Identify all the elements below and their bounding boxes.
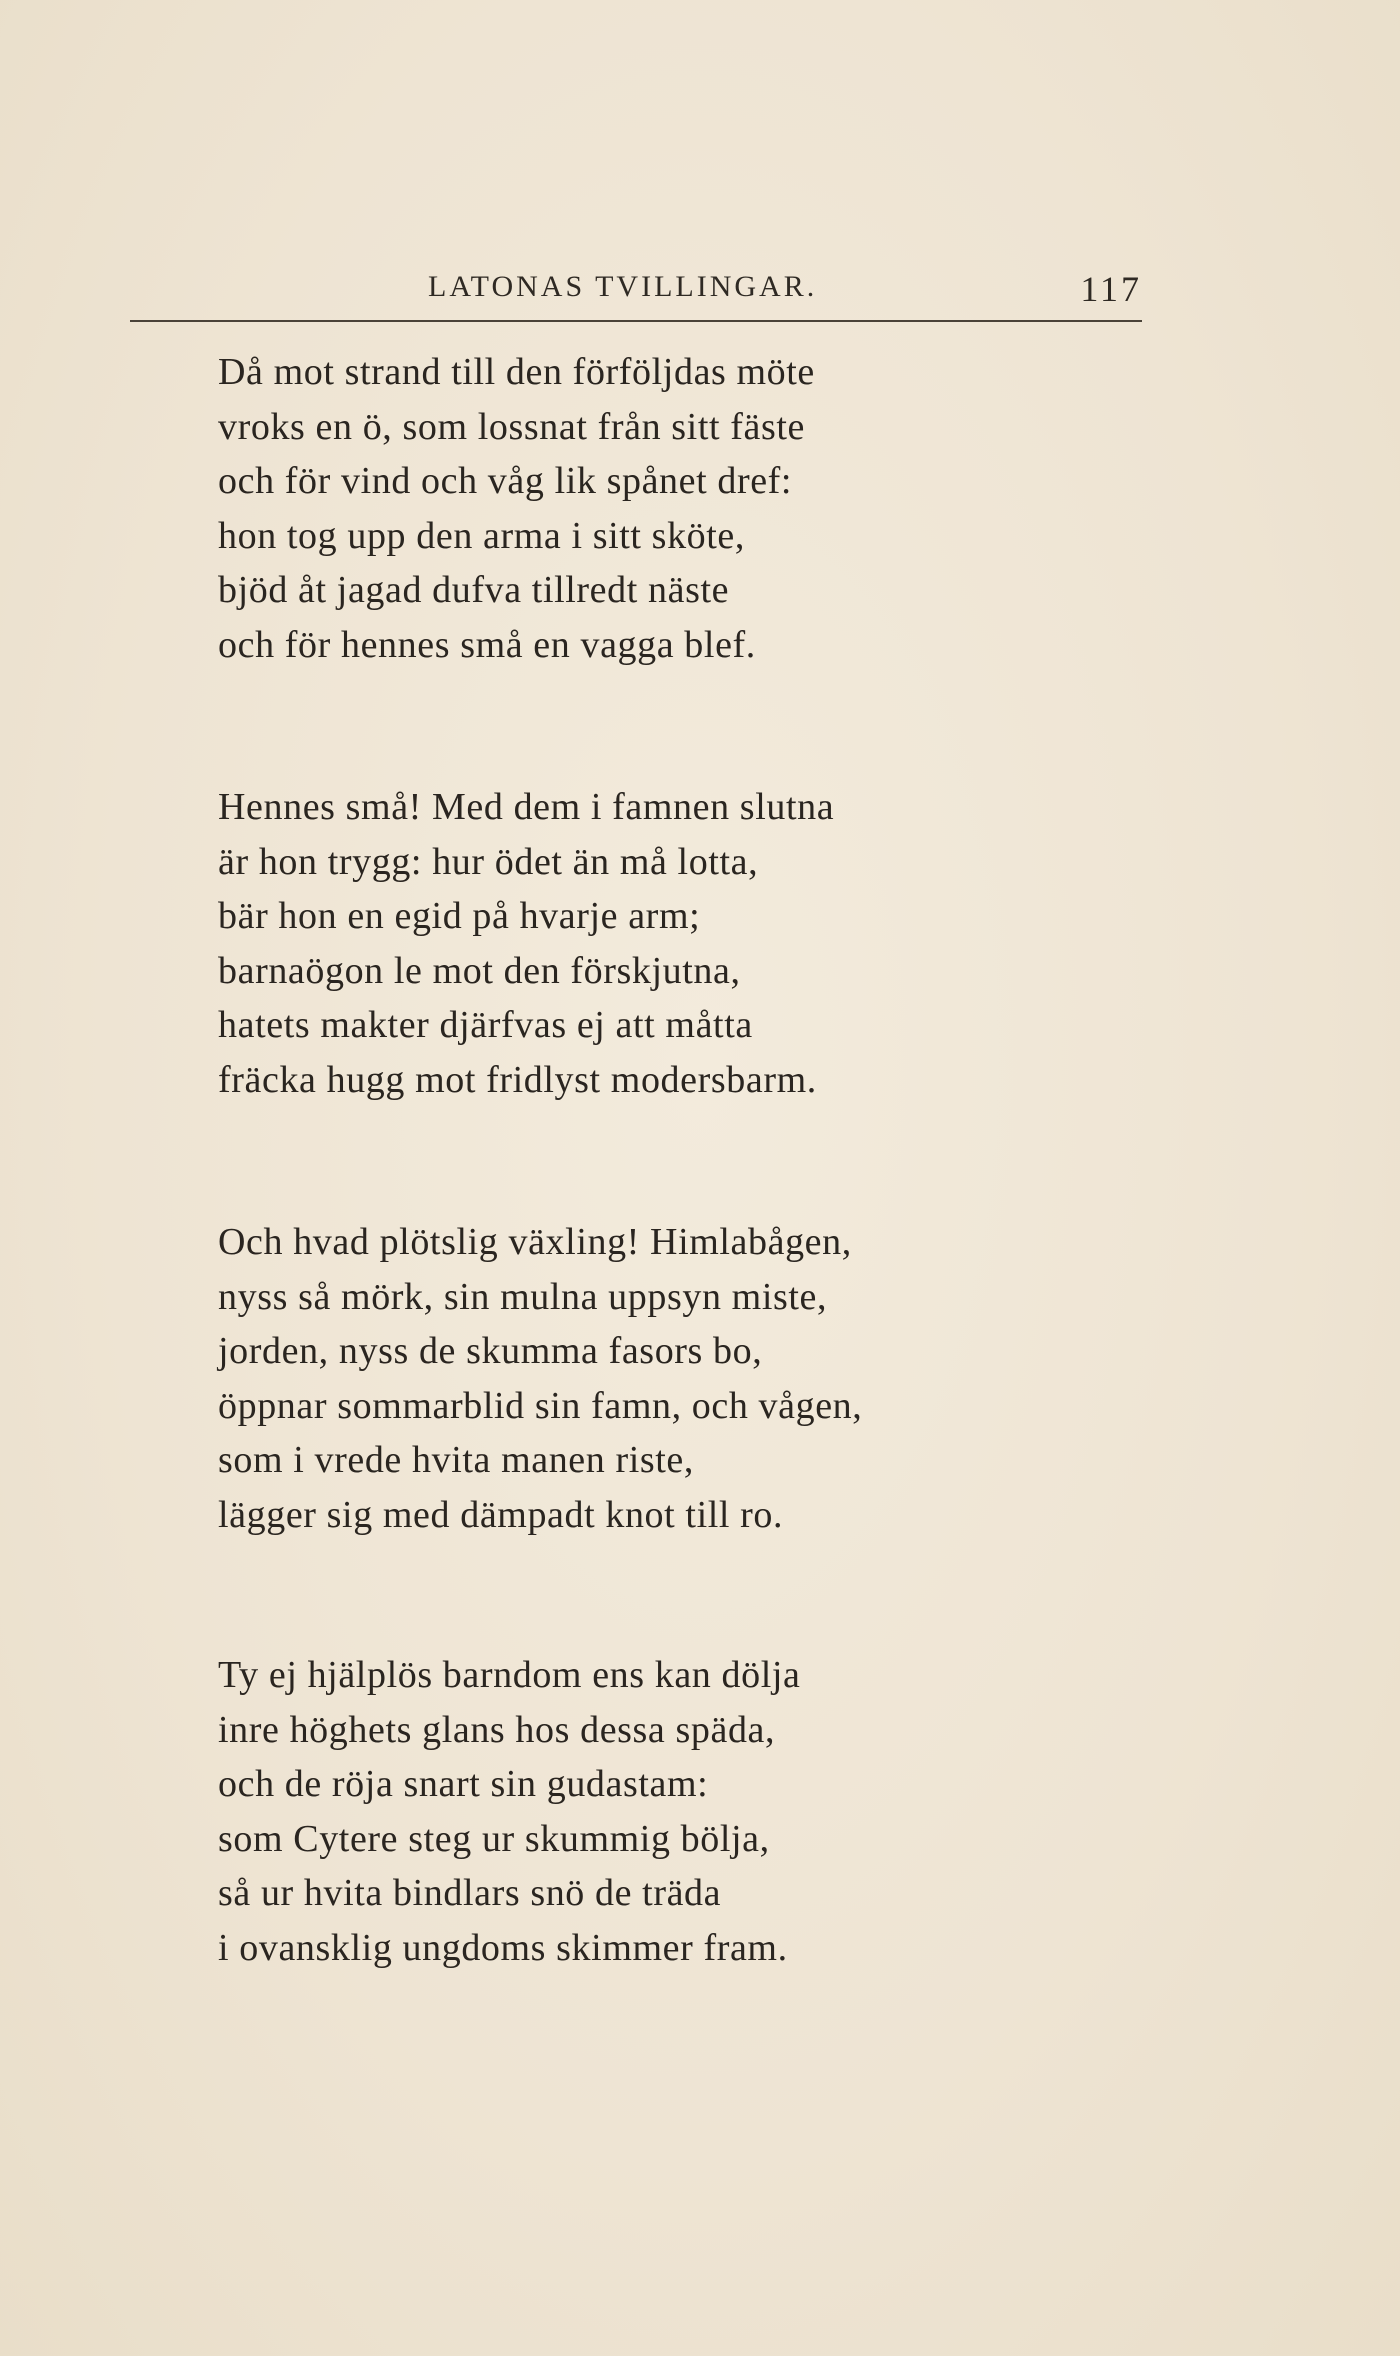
- verse-line: är hon trygg: hur ödet än må lotta,: [218, 840, 759, 883]
- stanza-1: [218, 345, 1118, 672]
- verse-line: öppnar sommarblid sin famn, och vågen,: [218, 1384, 863, 1427]
- verse-line: som Cytere steg ur skummig bölja,: [218, 1817, 770, 1860]
- stanza-4: [218, 1648, 1118, 1975]
- stanza-2: [218, 780, 1118, 1107]
- verse-line: fräcka hugg mot fridlyst modersbarm.: [218, 1058, 817, 1101]
- header-rule: [130, 320, 1142, 322]
- verse-line: som i vrede hvita manen riste,: [218, 1439, 694, 1481]
- page-header: [130, 262, 1142, 322]
- stanza-3: [218, 1215, 1118, 1542]
- verse-line: vroks en ö, som lossnat från sitt fäste: [218, 405, 805, 448]
- verse-line: barnaögon le mot den förskjutna,: [218, 949, 741, 992]
- verse-line: i ovansklig ungdoms skimmer fram.: [218, 1926, 788, 1969]
- page-number: 117: [1080, 269, 1142, 309]
- verse-line: Och hvad plötslig växling! Himlabågen,: [218, 1221, 852, 1263]
- running-title: LATONAS TVILLINGAR.: [428, 270, 818, 303]
- verse-line: lägger sig med dämpadt knot till ro.: [218, 1493, 784, 1536]
- verse-line: jorden, nyss de skumma fasors bo,: [218, 1330, 763, 1372]
- verse-line: bjöd åt jagad dufva tillredt näste: [218, 569, 730, 611]
- verse-line: och för hennes små en vagga blef.: [218, 623, 756, 666]
- verse-line: så ur hvita bindlars snö de träda: [218, 1872, 722, 1914]
- verse-line: hatets makter djärfvas ej att måtta: [218, 1004, 753, 1046]
- verse-line: inre höghets glans hos dessa späda,: [218, 1708, 776, 1751]
- verse-line: Hennes små! Med dem i famnen slutna: [218, 786, 835, 828]
- verse-line: bär hon en egid på hvarje arm;: [218, 895, 701, 937]
- verse-line: Ty ej hjälplös barndom ens kan dölja: [218, 1654, 801, 1696]
- verse-line: och de röja snart sin gudastam:: [218, 1763, 709, 1805]
- verse-line: nyss så mörk, sin mulna uppsyn miste,: [218, 1275, 828, 1318]
- verse-line: hon tog upp den arma i sitt sköte,: [218, 514, 745, 557]
- verse-line: och för vind och våg lik spånet dref:: [218, 460, 793, 502]
- verse-line: Då mot strand till den förföljdas möte: [218, 351, 815, 393]
